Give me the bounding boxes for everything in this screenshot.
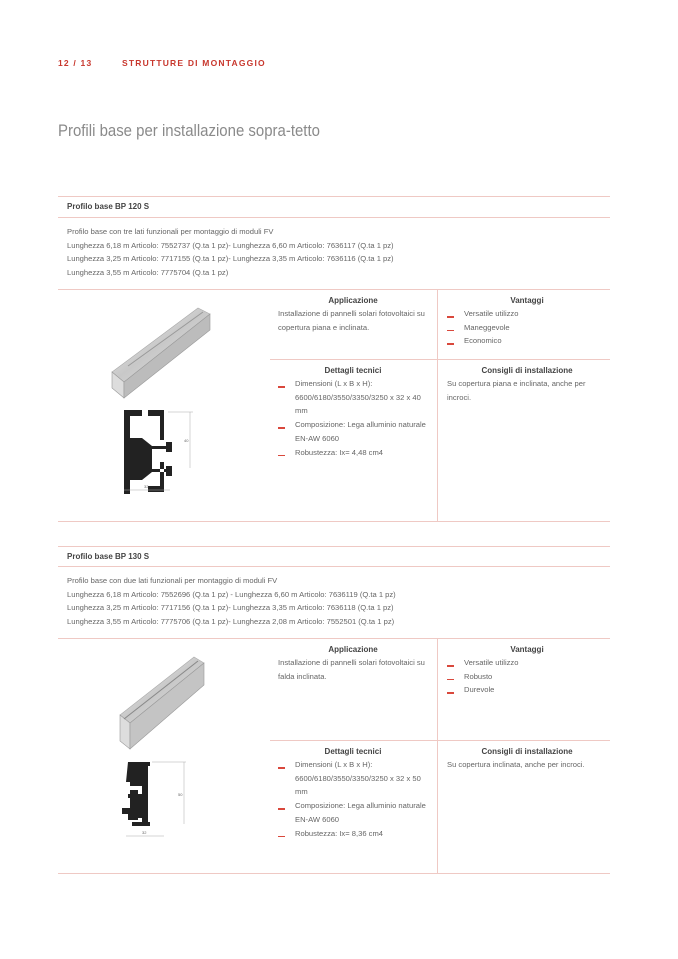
divider (58, 521, 610, 522)
height-dimension-label: 50 (178, 792, 183, 797)
description-line: Lunghezza 6,18 m Articolo: 7552696 (Q.ta 1 pz) - Lunghezza 6,60 m Articolo: 7636119 (Q.ta 1 pz) (67, 589, 396, 599)
dettagli-item: Composizione: Lega alluminio naturale EN-AW 6060 (278, 418, 428, 445)
page-title: Profili base per installazione sopra-tetto (58, 121, 320, 140)
vantaggi-item: Economico (447, 334, 607, 348)
consigli-cell (447, 745, 607, 772)
divider (58, 196, 610, 197)
product-description (67, 225, 394, 279)
width-dimension-label: 32 (144, 484, 149, 489)
vantaggi-item: Versatile utilizzo (447, 307, 607, 321)
divider (58, 289, 610, 290)
product-title: Profilo base BP 130 S (67, 552, 150, 561)
vantaggi-item: Maneggevole (447, 321, 607, 335)
divider (58, 638, 610, 639)
dettagli-item: Dimensioni (L x B x H): 6600/6180/3550/3350/3250 x 32 x 40 mm (278, 377, 428, 418)
description-line: Profilo base con due lati funzionali per montaggio di moduli FV (67, 576, 278, 585)
vantaggi-item: Robusto (447, 670, 607, 684)
section-title: STRUTTURE DI MONTAGGIO (122, 58, 266, 68)
applicazione-cell (278, 294, 428, 334)
profile-render-image (108, 304, 218, 399)
vantaggi-heading: Vantaggi (510, 645, 544, 654)
dettagli-item: Robustezza: Ix= 8,36 cm4 (278, 827, 428, 841)
divider (58, 566, 610, 567)
description-line: Lunghezza 3,25 m Articolo: 7717155 (Q.ta 1 pz)- Lunghezza 3,35 m Articolo: 7636116 (Q.ta 1 pz) (67, 254, 394, 263)
consigli-text: Su copertura inclinata, anche per incroci. (447, 760, 585, 769)
vantaggi-cell (447, 294, 607, 348)
consigli-heading: Consigli di installazione (481, 366, 573, 375)
dettagli-item: Composizione: Lega alluminio naturale EN-AW 6060 (278, 799, 428, 826)
divider (58, 873, 610, 874)
product-title: Profilo base BP 120 S (67, 202, 150, 211)
divider (270, 359, 610, 360)
description-line: Lunghezza 6,18 m Articolo: 7552737 (Q.ta 1 pz)- Lunghezza 6,60 m Articolo: 7636117 (Q.ta 1 pz) (67, 240, 394, 250)
consigli-cell (447, 364, 607, 404)
dettagli-item: Dimensioni (L x B x H): 6600/6180/3550/3350/3250 x 32 x 50 mm (278, 758, 428, 799)
applicazione-cell (278, 643, 428, 683)
divider (270, 740, 610, 741)
vantaggi-cell (447, 643, 607, 697)
dettagli-item: Robustezza: Ix= 4,48 cm4 (278, 446, 428, 460)
description-line: Lunghezza 3,55 m Articolo: 7775706 (Q.ta 1 pz)- Lunghezza 2,08 m Articolo: 7552501 (Q.ta 1 pz) (67, 616, 395, 626)
vantaggi-item: Versatile utilizzo (447, 656, 607, 670)
description-line: Lunghezza 3,25 m Articolo: 7717156 (Q.ta 1 pz)- Lunghezza 3,35 m Articolo: 7636118 (Q.ta 1 pz) (67, 603, 394, 612)
height-dimension-label: 40 (184, 438, 189, 443)
divider (58, 546, 610, 547)
dettagli-cell (278, 364, 428, 459)
description-line: Profilo base con tre lati funzionali per montaggio di moduli FV (67, 227, 274, 236)
vantaggi-item: Durevole (447, 683, 607, 697)
width-dimension-label: 32 (142, 830, 147, 835)
profile-section-drawing (118, 758, 208, 843)
dettagli-heading: Dettagli tecnici (324, 366, 382, 375)
profile-render-image (108, 653, 218, 753)
divider (58, 217, 610, 218)
applicazione-heading: Applicazione (328, 296, 378, 305)
page-number: 12 / 13 (58, 58, 93, 68)
dettagli-heading: Dettagli tecnici (324, 747, 382, 756)
consigli-text: Su copertura piana e inclinata, anche per incroci. (447, 379, 586, 402)
product-description (67, 574, 396, 628)
applicazione-heading: Applicazione (328, 645, 378, 654)
vantaggi-heading: Vantaggi (510, 296, 544, 305)
description-line: Lunghezza 3,55 m Articolo: 7775704 (Q.ta 1 pz) (67, 267, 229, 277)
divider (437, 638, 438, 873)
applicazione-text: Installazione di pannelli solari fotovoltaici su falda inclinata. (278, 658, 425, 681)
consigli-heading: Consigli di installazione (481, 747, 573, 756)
divider (437, 289, 438, 521)
applicazione-text: Installazione di pannelli solari fotovoltaici su copertura piana e inclinata. (278, 309, 425, 332)
profile-section-drawing (118, 404, 208, 494)
dettagli-cell (278, 745, 428, 840)
